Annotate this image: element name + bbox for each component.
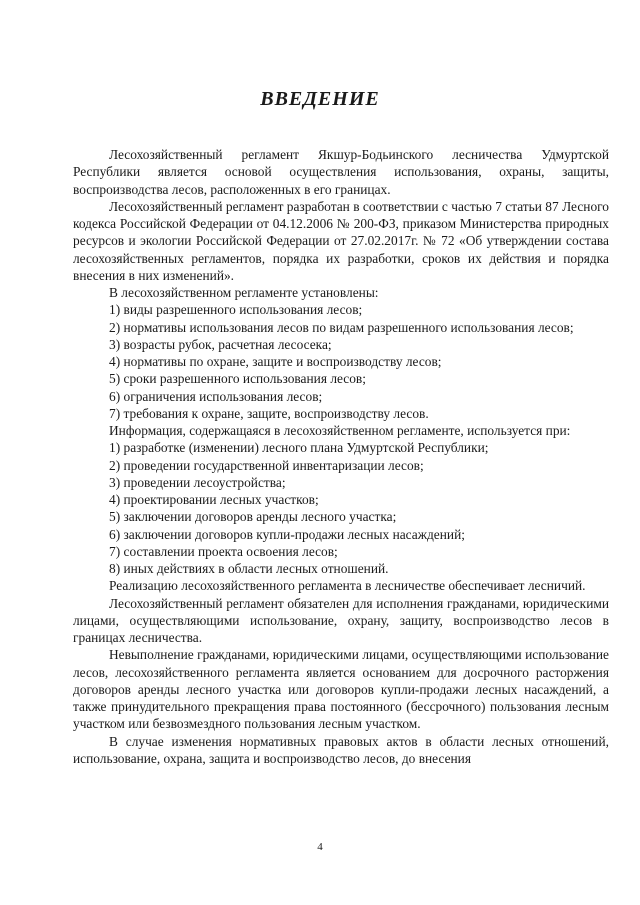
paragraph-intro: Лесохозяйственный регламент Якшур-Бодьинского лесничества Удмуртской Республики является основой осуществления использования, охраны, защиты, воспроизводства лесов, расположенных в его границах.: [73, 147, 609, 197]
paragraph-implementation: Реализацию лесохозяйственного регламента в лесничестве обеспечивает лесничий.: [109, 578, 586, 594]
list-item: 3) проведении лесоустройства;: [109, 474, 286, 490]
page-title: ВВЕДЕНИЕ: [260, 88, 380, 110]
list-item: 7) составлении проекта освоения лесов;: [109, 543, 338, 559]
paragraph-mandatory: Лесохозяйственный регламент обязателен для исполнения гражданами, юридическими лицами, осуществляющими использование, охрану, защиту, воспроизводство лесов в границах лесничества.: [73, 595, 609, 645]
list-item: 4) проектировании лесных участков;: [109, 492, 319, 507]
paragraph-basis: Лесохозяйственный регламент разработан в соответствии с частью 7 статьи 87 Лесного кодекса Российской Федерации от 04.12.2006 № 200-ФЗ, приказом Министерства природных ресурсов и экологии Российской Федерации от 27.02.2017г. № 72 «Об утверждении состава лесохозяйственных регламентов, порядка их разработки, сроков их действия и порядка внесения в них изменений».: [73, 198, 609, 283]
list-item: 3) возрасты рубок, расчетная лесосека;: [109, 336, 332, 352]
list-item: 7) требования к охране, защите, воспроизводству лесов.: [109, 405, 429, 421]
list-item: 1) разработке (изменении) лесного плана Удмуртской Республики;: [109, 440, 489, 456]
list-item: 2) нормативы использования лесов по видам разрешенного использования лесов;: [109, 319, 574, 335]
list-item: 2) проведении государственной инвентаризации лесов;: [109, 457, 424, 473]
list-item: 5) заключении договоров аренды лесного участка;: [109, 509, 397, 525]
paragraph-changes: В случае изменения нормативных правовых актов в области лесных отношений, использование, охрана, защита и воспроизводство лесов, до внесения: [73, 733, 609, 766]
list-item: 8) иных действиях в области лесных отношений.: [109, 561, 389, 576]
list-item: 5) сроки разрешенного использования лесов;: [109, 371, 366, 387]
page-number: 4: [317, 841, 323, 853]
list-item: 6) заключении договоров купли-продажи лесных насаждений;: [109, 526, 465, 542]
paragraph-noncompliance: Невыполнение гражданами, юридическими лицами, осуществляющими использование лесов, лесохозяйственного регламента является основанием для досрочного расторжения договоров аренды лесного участка или договоров купли-продажи лесных насаждений, а также принудительного прекращения права постоянного (бессрочного) пользования лесным участком или безвозмездного пользования лесным участком.: [73, 647, 609, 732]
paragraph-info: Информация, содержащаяся в лесохозяйственном регламенте, используется при:: [109, 423, 571, 438]
list-item: 1) виды разрешенного использования лесов;: [109, 302, 363, 318]
list-item: 6) ограничения использования лесов;: [109, 388, 323, 404]
document-body: [73, 146, 609, 767]
paragraph-established: В лесохозяйственном регламенте установлены:: [109, 285, 379, 300]
list-item: 4) нормативы по охране, защите и воспроизводству лесов;: [109, 354, 442, 369]
